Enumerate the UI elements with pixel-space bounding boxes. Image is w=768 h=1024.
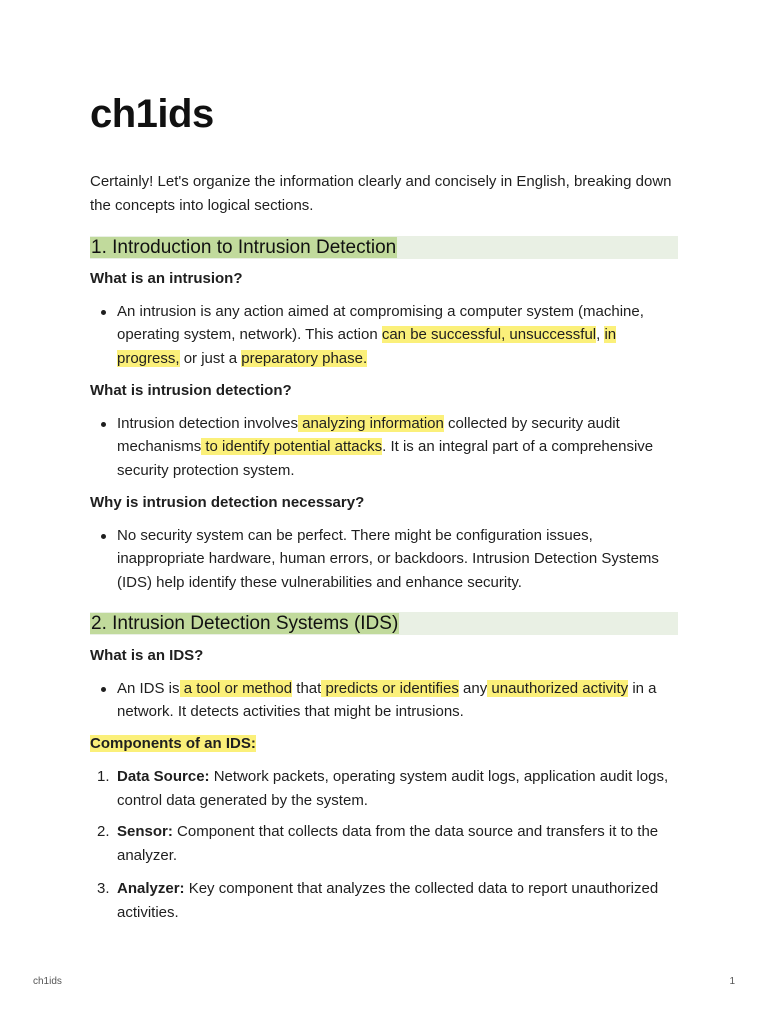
item-description: Key component that analyzes the collected data to report unauthorized activities. — [117, 880, 659, 921]
numbered-item-analyzer — [90, 877, 678, 924]
item-number: 1. — [97, 768, 110, 785]
question-what-is-detection: What is intrusion detection? — [90, 382, 292, 399]
item-number: 2. — [97, 823, 110, 840]
section-heading-ids — [90, 612, 678, 635]
list-item — [90, 412, 678, 482]
list-item — [90, 677, 678, 724]
item-description: Component that collects data from the data source and transfers it to the analyzer. — [117, 823, 659, 864]
item-term: Sensor: — [117, 823, 173, 840]
page-title: ch1ids — [90, 92, 214, 136]
question-what-is-ids: What is an IDS? — [90, 647, 204, 664]
list-item — [90, 300, 678, 370]
highlight: a tool or method — [179, 680, 293, 697]
item-term: Data Source: — [117, 768, 210, 785]
highlight: predicts or identifies — [321, 680, 459, 697]
item-term: Analyzer: — [117, 880, 185, 897]
text-run: . It is an integral part of a comprehensive security protection system. — [117, 438, 654, 479]
text-run: any — [458, 680, 488, 697]
text-run: An intrusion is any action aimed at compromising a computer system (machine, operating system, network). This action — [117, 303, 644, 344]
highlight: unauthorized activity — [487, 680, 629, 697]
highlight: in progress, — [117, 326, 617, 367]
intro-paragraph: Certainly! Let's organize the information clearly and concisely in English, breaking down the concepts into logical sections. — [90, 173, 672, 214]
highlight: preparatory phase. — [241, 349, 368, 367]
text-run: , — [596, 326, 605, 344]
text-run: collected by security audit mechanisms — [117, 415, 620, 456]
text-run: Intrusion detection involves — [117, 415, 298, 432]
highlight: can be successful, unsuccessful — [381, 326, 597, 344]
question-why-necessary: Why is intrusion detection necessary? — [90, 494, 365, 511]
question-what-is-intrusion: What is an intrusion? — [90, 270, 243, 287]
text-run: in a network. It detects activities that might be intrusions. — [117, 680, 657, 721]
highlight: Components of an IDS: — [90, 735, 256, 752]
section-heading-intro — [90, 236, 678, 259]
numbered-item-sensor — [90, 820, 678, 867]
text-run: An IDS is — [117, 680, 180, 697]
item-number: 3. — [97, 880, 110, 897]
section-heading-text: 2. Intrusion Detection Systems (IDS) — [91, 613, 399, 634]
footer-doc-name: ch1ids — [33, 976, 62, 987]
numbered-item-data-source — [90, 765, 678, 812]
components-label — [90, 733, 256, 755]
highlight: to identify potential attacks — [201, 438, 383, 456]
section-heading-text: 1. Introduction to Intrusion Detection — [91, 237, 397, 258]
list-item: No security system can be perfect. There might be configuration issues, inappropriate hardware, human errors, or backdoors. Intrusion Detection Systems (IDS) help identify these vulnerabilities and enhance security. — [90, 524, 678, 594]
text-run: that — [292, 680, 322, 697]
footer-page-number: 1 — [729, 976, 735, 987]
item-description: Network packets, operating system audit logs, application audit logs, control data generated by the system. — [117, 768, 669, 809]
highlight: analyzing information — [297, 415, 444, 432]
text-run: or just a — [179, 349, 242, 367]
